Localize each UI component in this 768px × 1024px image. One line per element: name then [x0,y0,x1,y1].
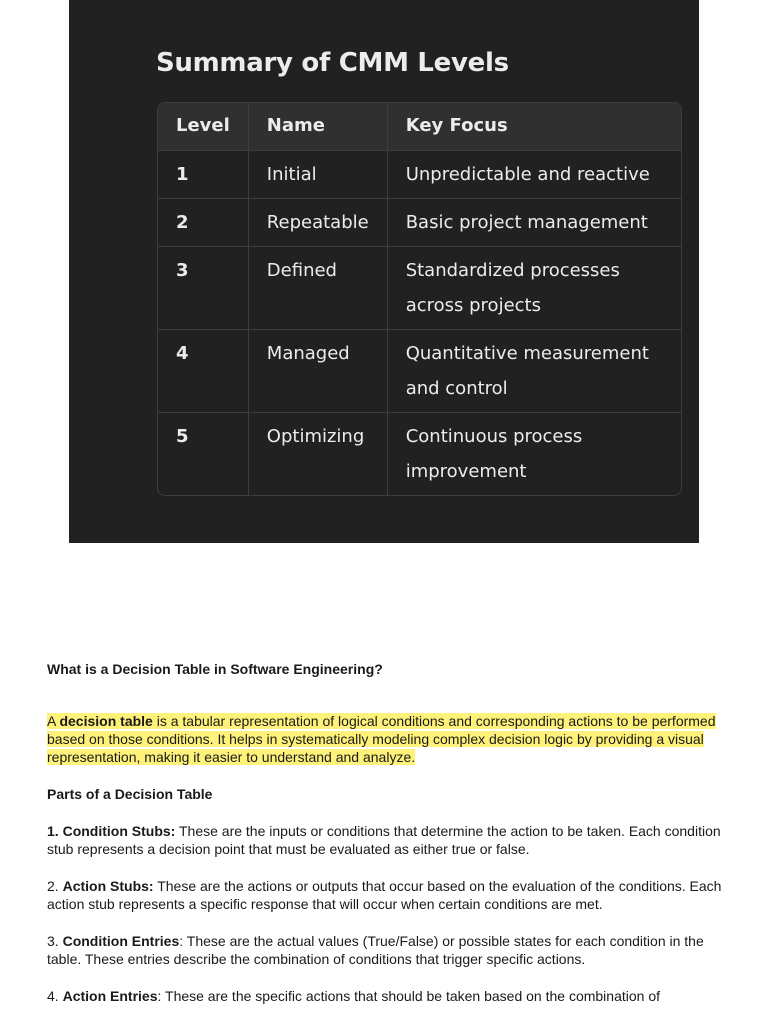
cell-focus: Continuous process improvement [405,426,583,482]
cell-focus: Unpredictable and reactive [388,151,681,199]
table-row [158,199,681,247]
cell-level: 4 [158,330,249,413]
cell-focus: Quantitative measurement and control [388,330,681,413]
part-term: Condition Stubs: [62,823,176,839]
part-text: These are the inputs or conditions that determine the action to be taken. Each condition stub represents a decision point that must be evaluated as either true or false. [47,823,721,857]
cell-name: Initial [249,151,388,199]
cell-level: 5 [158,413,249,495]
table-row [158,413,681,495]
part-item [47,932,727,968]
decision-table-article [47,660,727,1024]
article-heading: What is a Decision Table in Software Engineering? [47,661,383,677]
intro-prefix: A [47,713,60,729]
cell-focus: Standardized processes across projects [388,247,681,330]
intro-term: decision table [59,713,153,729]
part-number: 4. [47,988,63,1004]
summary-title: Summary of CMM Levels [156,48,509,78]
intro-highlight [47,713,716,765]
cell-name: Repeatable [249,199,388,247]
intro-paragraph [47,712,727,766]
table-row [158,151,681,199]
table-header-row [158,103,681,151]
part-term: Action Stubs: [62,878,154,894]
part-text: : These are the specific actions that should be taken based on the combination of [157,988,660,1004]
cell-name: Managed [249,330,388,413]
header-key-focus: Key Focus [388,103,681,151]
cell-name: Defined [249,247,388,330]
cmm-summary-screenshot [69,0,699,543]
header-level: Level [158,103,249,151]
cell-level: 3 [158,247,249,330]
part-text: These are the actions or outputs that occur based on the evaluation of the conditions. Each action stub represents a specific response that will occur when certain conditions are met. [47,878,722,912]
cell-name: Optimizing [249,413,388,495]
part-text: : These are the actual values (True/False) or possible states for each condition in the table. These entries describe the combination of conditions that trigger specific actions. [47,933,704,967]
part-item [47,877,727,913]
table-row [158,247,681,330]
part-item [47,822,727,858]
intro-text: is a tabular representation of logical conditions and corresponding actions to be performed based on those conditions. It helps in systematically modeling complex decision logic by providing a visual representation, making it easier to understand and analyze. [47,713,716,765]
part-number: 2. [47,878,63,894]
part-term: Condition Entries [62,933,180,949]
part-number: 1. [47,823,63,839]
header-name: Name [249,103,388,151]
parts-subheading: Parts of a Decision Table [47,786,213,802]
table-row [158,330,681,413]
cell-level: 2 [158,199,249,247]
part-term: Action Entries [62,988,158,1004]
cell-level: 1 [158,151,249,199]
cell-focus: Basic project management [388,199,681,247]
part-item [47,987,727,1005]
cmm-levels-table [157,102,682,496]
part-number: 3. [47,933,63,949]
